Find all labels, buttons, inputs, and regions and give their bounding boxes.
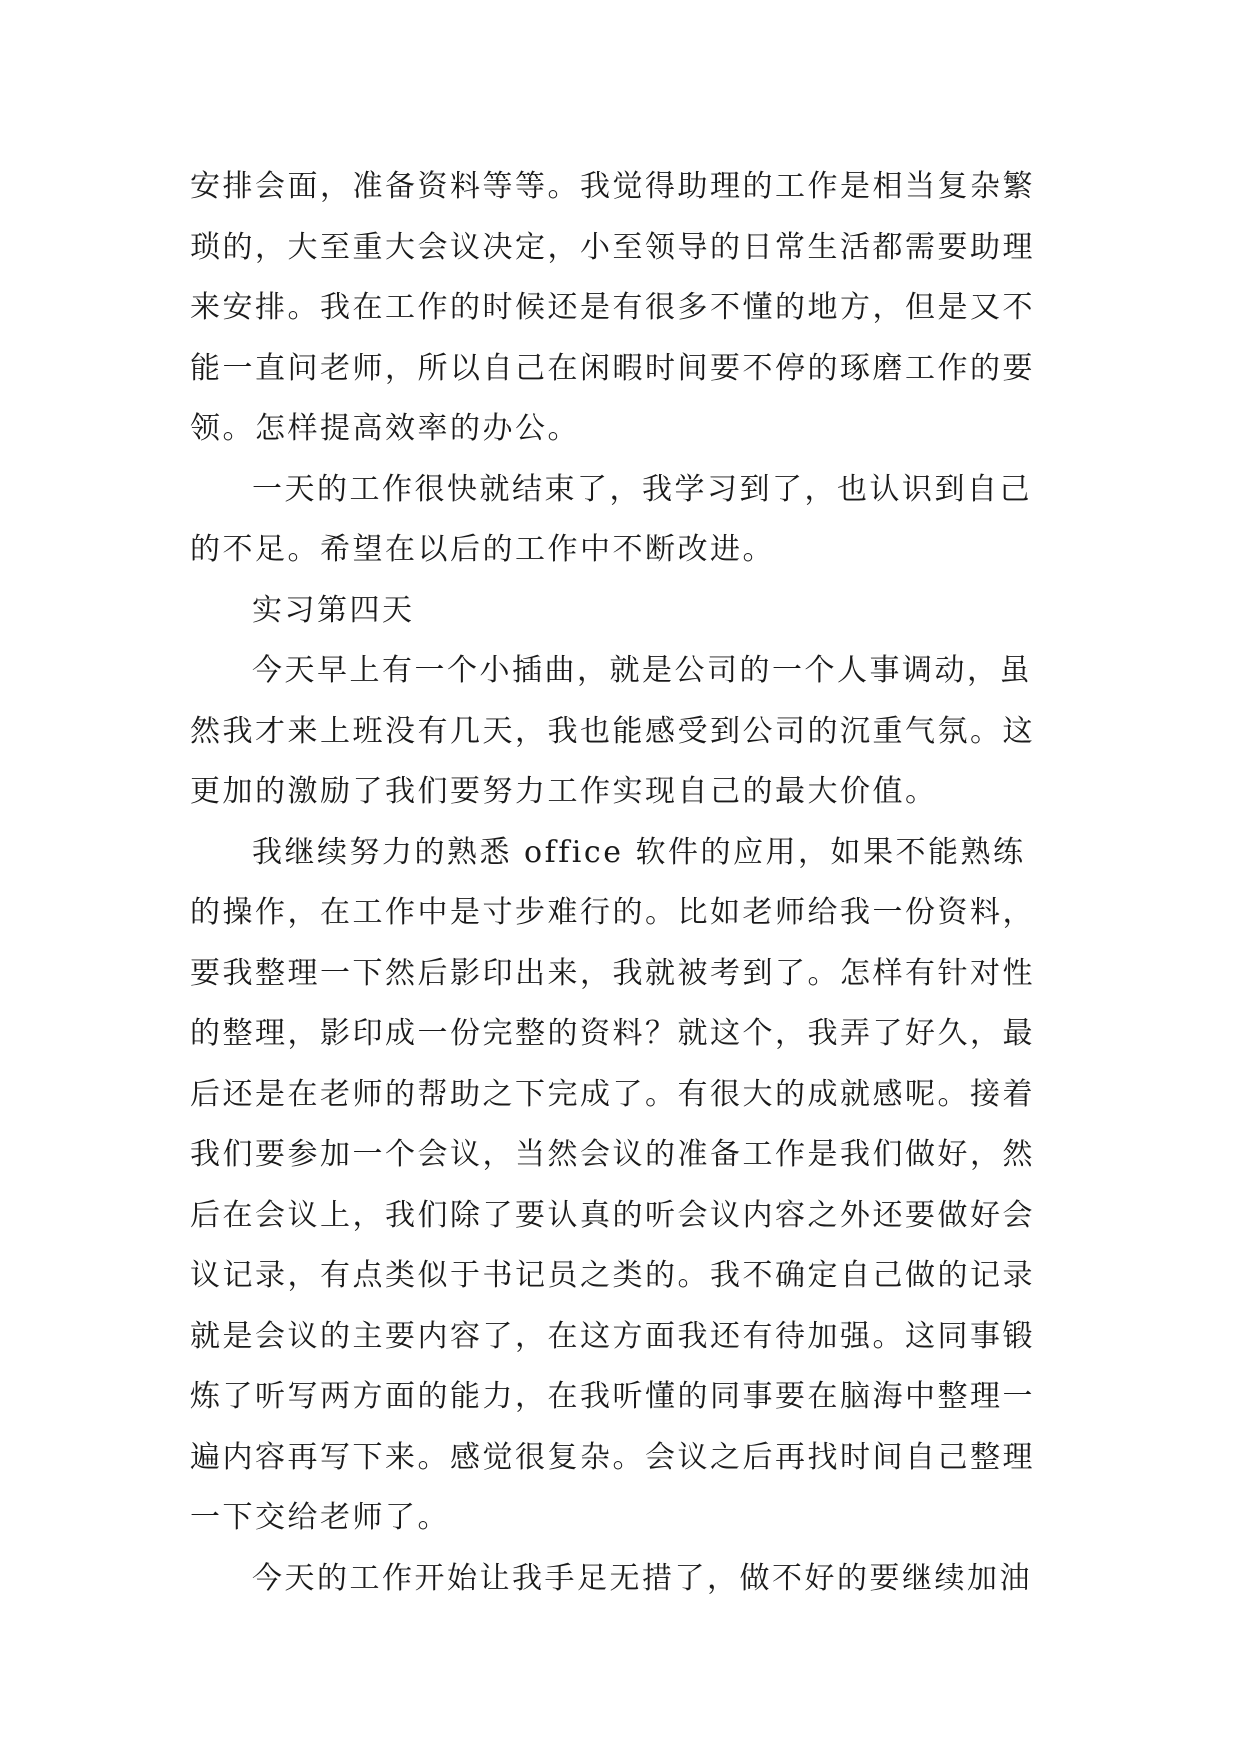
- text-line: 我们要参加一个会议，当然会议的准备工作是我们做好，然: [190, 1137, 1035, 1172]
- text-line: 琐的，大至重大会议决定，小至领导的日常生活都需要助理: [190, 229, 1035, 265]
- text-line: 炼了听写两方面的能力，在我听懂的同事要在脑海中整理一: [190, 1379, 1035, 1414]
- text-line: 遍内容再写下来。感觉很复杂。会议之后再找时间自己整理: [190, 1439, 1035, 1475]
- text-line: 来安排。我在工作的时候还是有很多不懂的地方，但是又不: [190, 290, 1035, 325]
- paragraph-first-line: 今天的工作开始让我手足无措了，做不好的要继续加油: [252, 1560, 1032, 1596]
- text-line: 领。怎样提高效率的办公。: [190, 411, 580, 446]
- text-line: 的不足。希望在以后的工作中不断改进。: [190, 532, 775, 567]
- text-line: 安排会面，准备资料等等。我觉得助理的工作是相当复杂繁: [190, 169, 1035, 204]
- text-line: 要我整理一下然后影印出来，我就被考到了。怎样有针对性: [190, 955, 1035, 991]
- text-line: 更加的激励了我们要努力工作实现自己的最大价值。: [190, 774, 938, 809]
- text-line: 一下交给老师了。: [190, 1500, 450, 1535]
- text-line: 能一直问老师，所以自己在闲暇时间要不停的琢磨工作的要: [190, 350, 1035, 386]
- text-line: 的操作，在工作中是寸步难行的。比如老师给我一份资料，: [190, 895, 1035, 930]
- text-line: 议记录，有点类似于书记员之类的。我不确定自己做的记录: [190, 1258, 1035, 1293]
- text-line: 后还是在老师的帮助之下完成了。有很大的成就感呢。接着: [190, 1076, 1035, 1112]
- text-line: 然我才来上班没有几天，我也能感受到公司的沉重气氛。这: [190, 713, 1035, 749]
- paragraph-first-line: 今天早上有一个小插曲，就是公司的一个人事调动，虽: [252, 653, 1032, 688]
- paragraph-first-line: 我继续努力的熟悉 office 软件的应用，如果不能熟练: [252, 834, 1026, 870]
- paragraph-first-line: 实习第四天: [252, 592, 415, 628]
- paragraph-first-line: 一天的工作很快就结束了，我学习到了，也认识到自己: [252, 471, 1032, 507]
- text-line: 就是会议的主要内容了，在这方面我还有待加强。这同事锻: [190, 1318, 1035, 1354]
- text-line: 后在会议上，我们除了要认真的听会议内容之外还要做好会: [190, 1197, 1035, 1233]
- document-body: [190, 157, 1070, 1609]
- text-line: 的整理，影印成一份完整的资料？就这个，我弄了好久，最: [190, 1016, 1035, 1051]
